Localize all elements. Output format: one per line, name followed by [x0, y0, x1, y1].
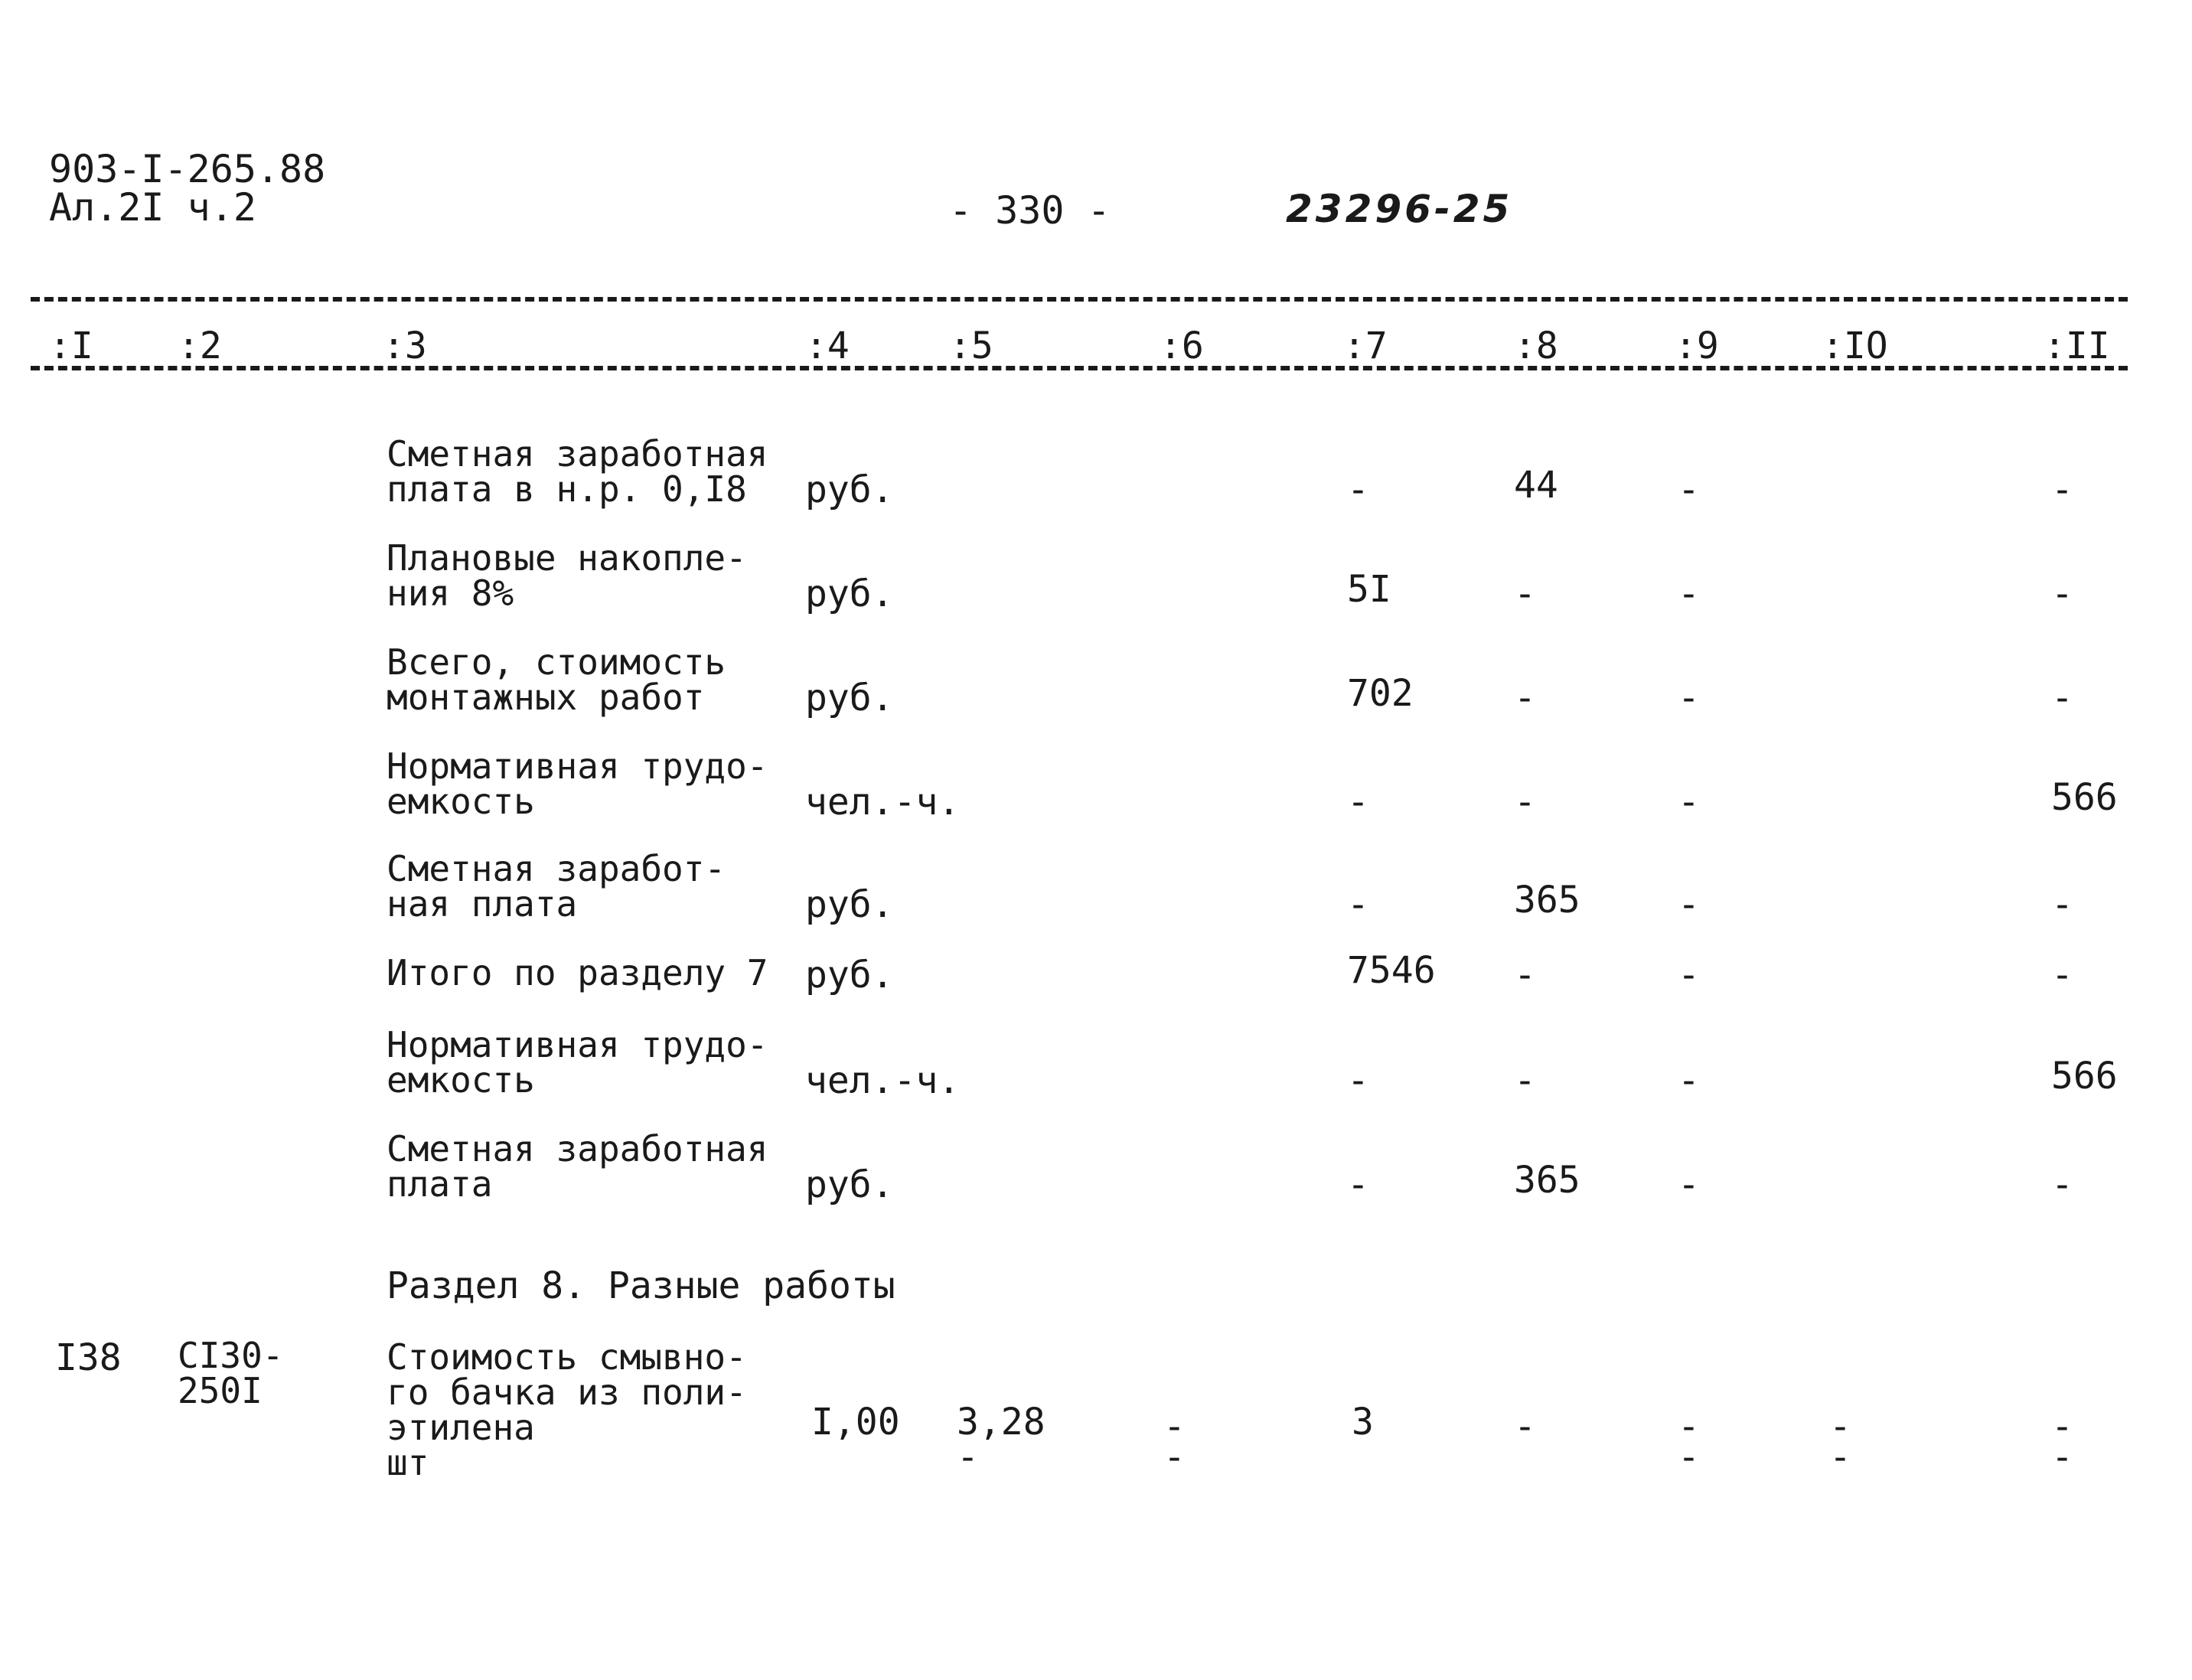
item-number: I38	[55, 1336, 122, 1379]
row-unit: чел.-ч.	[805, 1059, 961, 1102]
column-header-1: :I	[49, 325, 93, 367]
column-header-9: :9	[1675, 325, 1719, 367]
row-col9: -	[1678, 781, 1700, 824]
column-header-3: :3	[383, 325, 427, 367]
section-title: Раздел 8. Разные работы	[387, 1264, 895, 1307]
row-col11: 566	[2051, 1055, 2118, 1098]
row-col9: -	[1678, 468, 1700, 511]
item-col7: 3	[1352, 1401, 1374, 1443]
column-header-6: :6	[1160, 325, 1204, 367]
row-col8: -	[1514, 677, 1536, 719]
row-label: Всего, стоимость монтажных работ	[387, 641, 726, 718]
item-col4: I,00	[811, 1401, 900, 1443]
row-label: Нормативная трудо- емкость	[387, 745, 768, 822]
row-col11: -	[2051, 677, 2073, 719]
row-label: Сметная заработ- ная плата	[387, 848, 726, 925]
item-col5-second: -	[957, 1436, 979, 1479]
row-label: Сметная заработная плата	[387, 1128, 768, 1205]
item-code: CI30- 250I	[178, 1335, 284, 1411]
row-col7: -	[1347, 1163, 1369, 1206]
row-col9: -	[1678, 883, 1700, 926]
row-col11: -	[2051, 954, 2073, 997]
column-header-8: :8	[1514, 325, 1558, 367]
row-col8: 365	[1514, 879, 1580, 922]
row-col8: 44	[1514, 464, 1558, 507]
row-unit: руб.	[805, 677, 894, 719]
item-col10-second: -	[1829, 1436, 1851, 1479]
row-col11: 566	[2051, 776, 2118, 819]
row-col7: 7546	[1347, 949, 1436, 992]
column-header-7: :7	[1343, 325, 1388, 367]
row-col8: 365	[1514, 1159, 1580, 1202]
row-col9: -	[1678, 573, 1700, 615]
row-unit: чел.-ч.	[805, 781, 961, 824]
column-header-4: :4	[805, 325, 850, 367]
top-dashed-rule	[31, 297, 2128, 302]
row-col7: -	[1347, 468, 1369, 511]
row-col8: -	[1514, 1059, 1536, 1102]
row-col9: -	[1678, 1059, 1700, 1102]
column-header-11: :II	[2044, 325, 2110, 367]
row-unit: руб.	[805, 954, 894, 997]
item-col6: -	[1163, 1405, 1186, 1448]
row-col8: -	[1514, 781, 1536, 824]
item-col11-second: -	[2051, 1436, 2073, 1479]
page-number: - 330 -	[949, 188, 1111, 233]
row-col7: -	[1347, 1059, 1369, 1102]
row-unit: руб.	[805, 1163, 894, 1206]
column-header-2: :2	[178, 325, 222, 367]
row-col9: -	[1678, 954, 1700, 997]
row-col8: -	[1514, 954, 1536, 997]
row-label: Нормативная трудо- емкость	[387, 1024, 768, 1101]
row-col11: -	[2051, 883, 2073, 926]
item-col5: 3,28	[957, 1401, 1045, 1443]
item-col10: -	[1829, 1405, 1851, 1448]
item-col6-second: -	[1163, 1436, 1186, 1479]
item-col11: -	[2051, 1405, 2073, 1448]
item-label: Стоимость смывно- го бачка из поли- этилена шт	[387, 1336, 747, 1483]
row-col7: 5I	[1347, 568, 1391, 611]
row-col7: 702	[1347, 672, 1414, 715]
column-header-10: :IO	[1822, 325, 1888, 367]
item-col9: -	[1678, 1405, 1700, 1448]
handwritten-code: 23296-25	[1286, 187, 1513, 231]
row-label: Плановые накопле- ния 8%	[387, 537, 747, 614]
row-unit: руб.	[805, 573, 894, 615]
row-label: Сметная заработная плата в н.р. 0,I8	[387, 433, 768, 510]
row-unit: руб.	[805, 468, 894, 511]
item-col9-second: -	[1678, 1436, 1700, 1479]
row-col11: -	[2051, 573, 2073, 615]
column-header-5: :5	[949, 325, 993, 367]
row-col7: -	[1347, 883, 1369, 926]
row-unit: руб.	[805, 883, 894, 926]
row-col11: -	[2051, 1163, 2073, 1206]
row-col7: -	[1347, 781, 1369, 824]
row-col8: -	[1514, 573, 1536, 615]
bottom-dashed-rule	[31, 366, 2128, 370]
document-code: 903-I-265.88	[49, 147, 326, 191]
sheet-label: Ал.2I ч.2	[49, 185, 256, 230]
row-col9: -	[1678, 677, 1700, 719]
item-col8: -	[1514, 1405, 1536, 1448]
row-col11: -	[2051, 468, 2073, 511]
row-col9: -	[1678, 1163, 1700, 1206]
row-label: Итого по разделу 7	[387, 952, 768, 993]
